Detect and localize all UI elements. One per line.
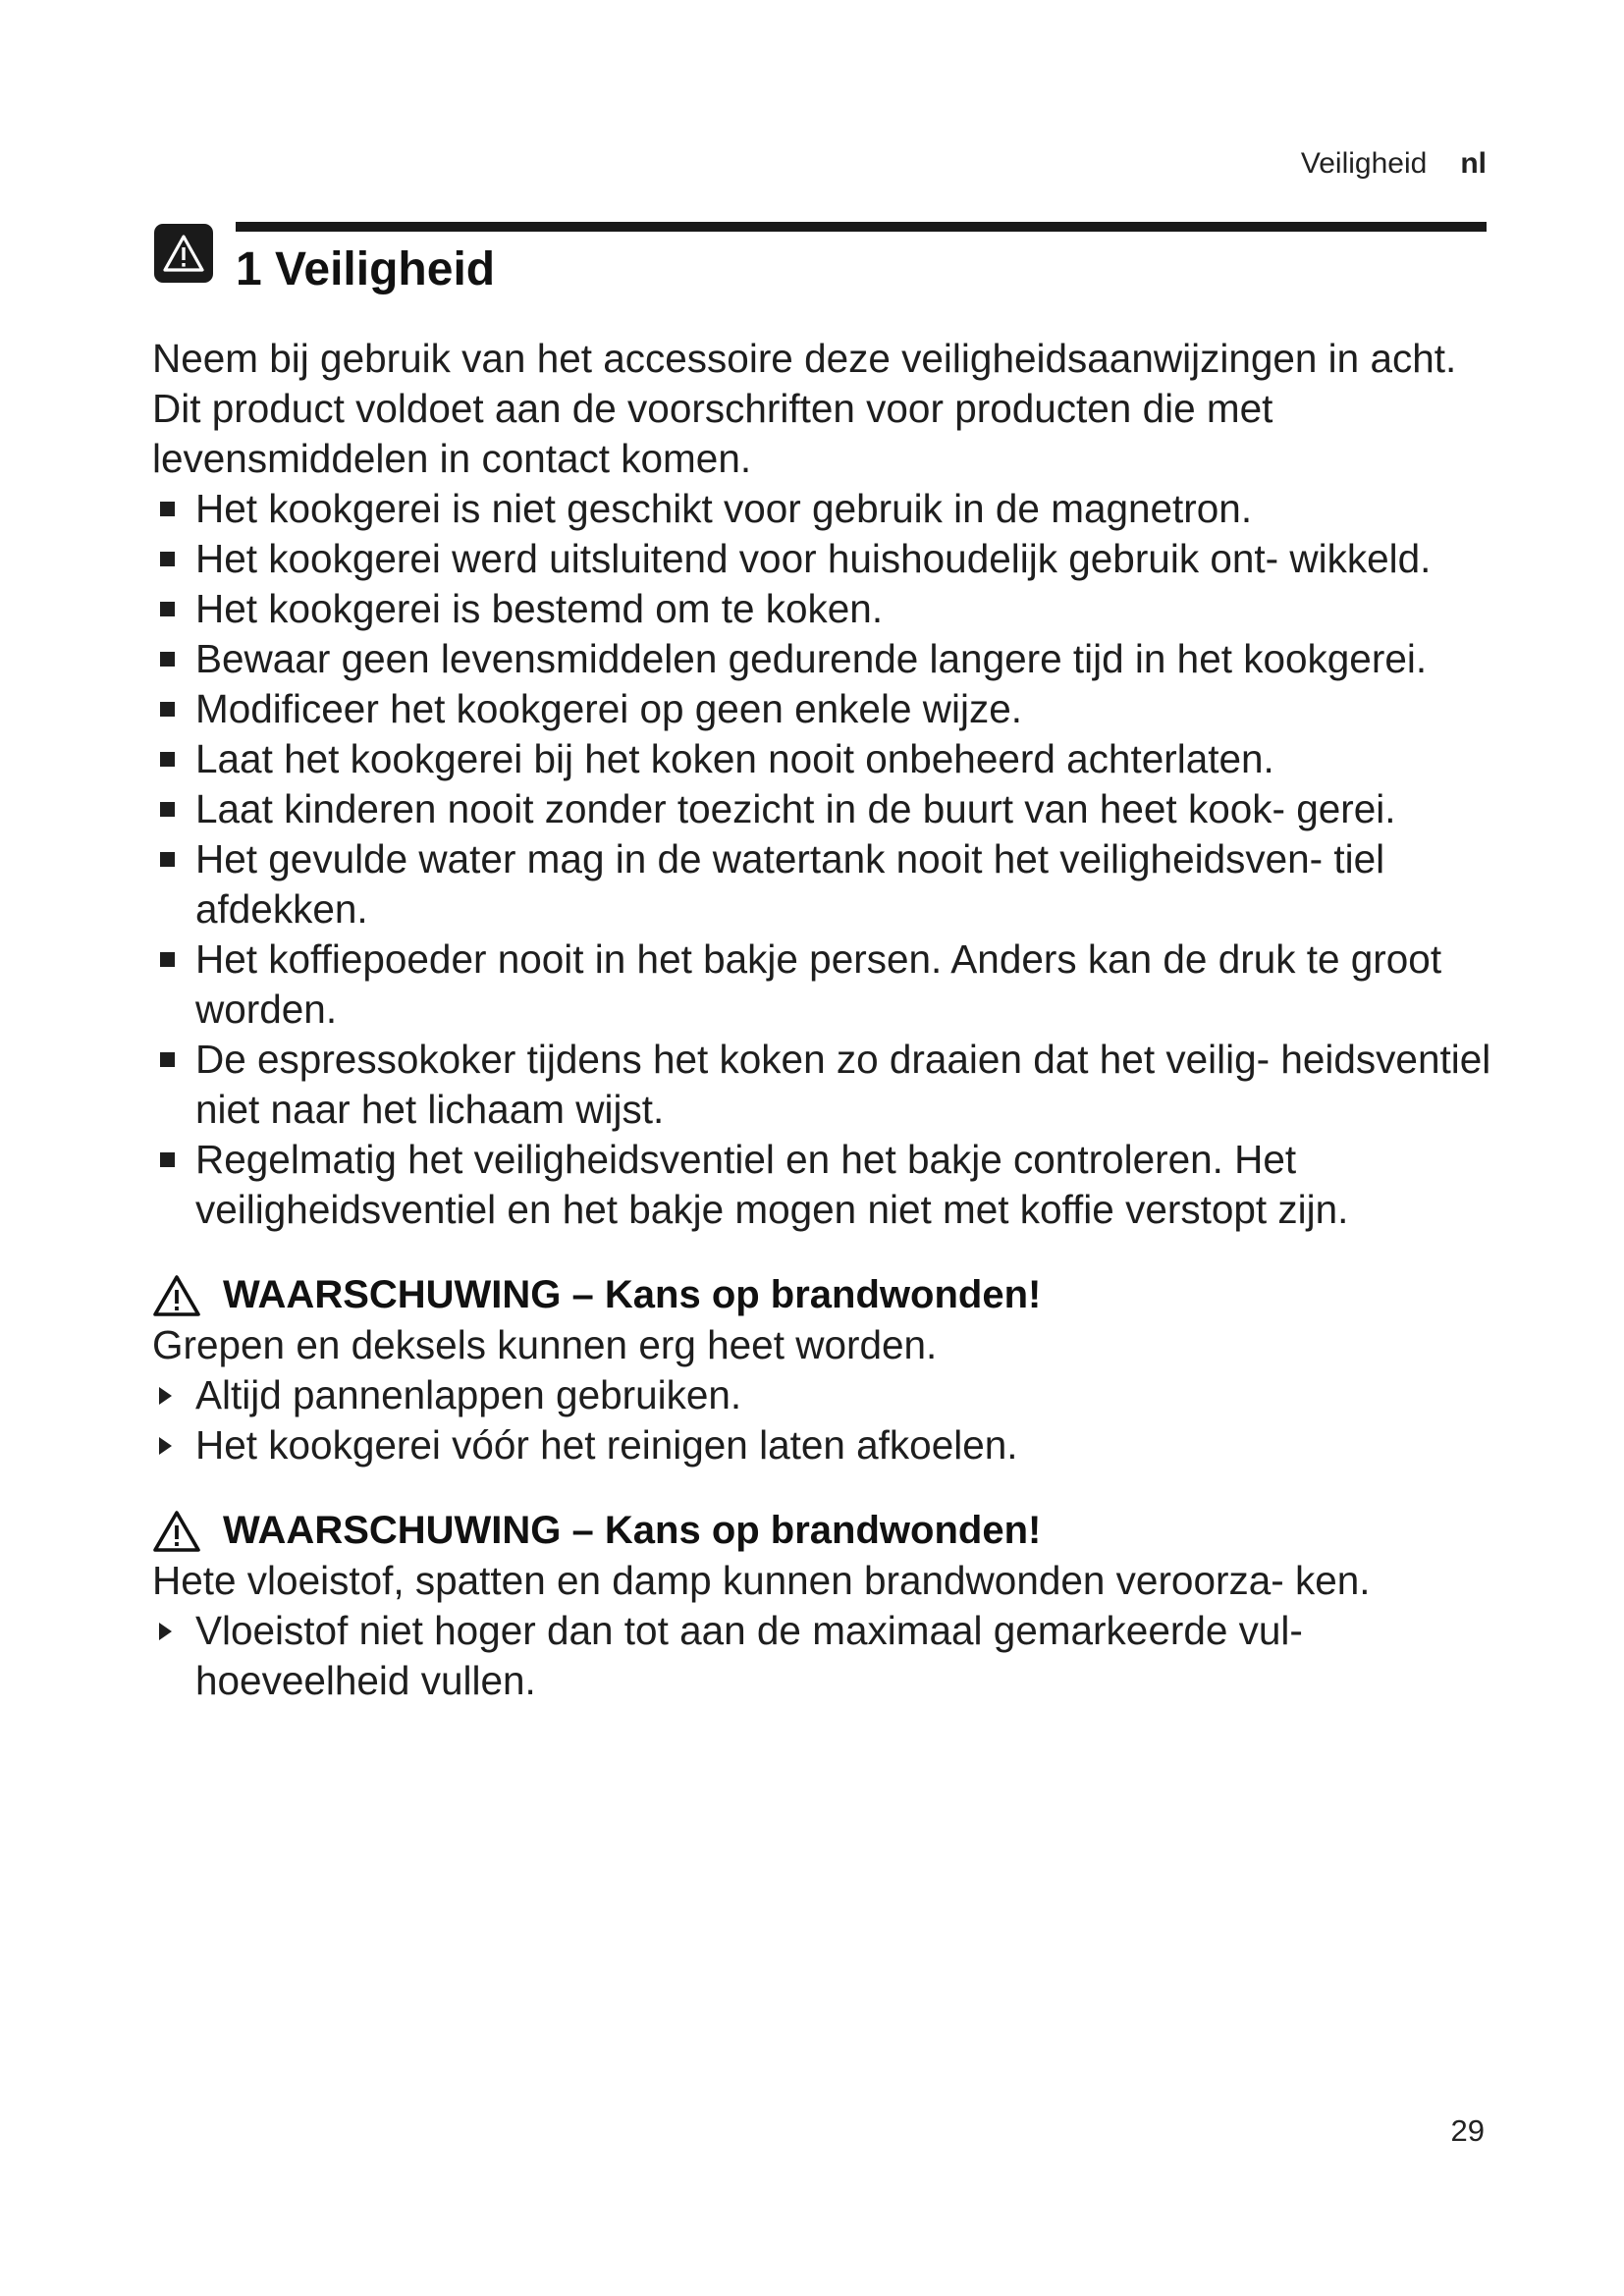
warning-title: WAARSCHUWING – Kans op brandwonden! — [223, 1509, 1042, 1552]
square-bullet-icon — [160, 1152, 175, 1167]
warning-text: Hete vloeistof, spatten en damp kunnen brandwonden veroorza- ken. — [152, 1558, 1371, 1603]
header-section: Veiligheid — [1300, 147, 1428, 180]
square-bullet-icon — [160, 552, 175, 566]
list-item-text: Het kookgerei is bestemd om te koken. — [195, 586, 884, 631]
square-bullet-icon — [160, 652, 175, 667]
list-item — [152, 1420, 1497, 1470]
running-header — [1301, 147, 1487, 181]
chapter-title: 1 Veiligheid — [236, 243, 496, 295]
list-item — [152, 1135, 1497, 1235]
step-text: Altijd pannenlappen gebruiken. — [195, 1372, 742, 1417]
list-item-text: Laat kinderen nooit zonder toezicht in de buurt van heet kook- gerei. — [195, 786, 1396, 831]
arrow-right-icon — [159, 1623, 172, 1640]
chapter-rule — [236, 222, 1487, 232]
list-item — [152, 484, 1497, 534]
list-item-text: Het kookgerei werd uitsluitend voor huishoudelijk gebruik ont- wikkeld. — [195, 536, 1432, 581]
square-bullet-icon — [160, 852, 175, 867]
square-bullet-icon — [160, 802, 175, 817]
list-item — [152, 534, 1497, 584]
list-item — [152, 1606, 1497, 1706]
list-item — [152, 934, 1497, 1035]
list-item — [152, 1035, 1497, 1135]
list-item — [152, 734, 1497, 784]
square-bullet-icon — [160, 502, 175, 516]
square-bullet-icon — [160, 702, 175, 717]
list-item — [152, 584, 1497, 634]
list-item-text: De espressokoker tijdens het koken zo draaien dat het veilig- heidsventiel niet naar het lichaam wijst. — [195, 1037, 1491, 1132]
warning-triangle-icon — [154, 224, 213, 283]
header-language: nl — [1460, 147, 1487, 180]
warning-heading — [152, 1506, 1497, 1556]
square-bullet-icon — [160, 952, 175, 967]
warning-block — [152, 1270, 1497, 1470]
safety-bullet-list — [152, 484, 1497, 1235]
warning-heading — [152, 1270, 1497, 1320]
list-item — [152, 684, 1497, 734]
list-item — [152, 834, 1497, 934]
list-item-text: Het gevulde water mag in de watertank nooit het veiligheidsven- tiel afdekken. — [195, 836, 1385, 932]
warning-block — [152, 1506, 1497, 1706]
step-text: Het kookgerei vóór het reinigen laten afkoelen. — [195, 1422, 1018, 1468]
list-item-text: Bewaar geen levensmiddelen gedurende langere tijd in het kookgerei. — [195, 636, 1428, 681]
page-body — [152, 334, 1497, 1706]
arrow-right-icon — [159, 1437, 172, 1455]
arrow-right-icon — [159, 1387, 172, 1405]
square-bullet-icon — [160, 752, 175, 767]
list-item — [152, 634, 1497, 684]
step-text: Vloeistof niet hoger dan tot aan de maximaal gemarkeerde vul- hoeveelheid vullen. — [195, 1608, 1303, 1703]
warning-triangle-icon — [152, 1274, 201, 1317]
warning-steps — [152, 1606, 1497, 1706]
list-item — [152, 784, 1497, 834]
intro-paragraph: Dit product voldoet aan de voorschriften voor producten die met levensmiddelen in contact komen. — [152, 386, 1273, 481]
warning-steps — [152, 1370, 1497, 1470]
square-bullet-icon — [160, 1052, 175, 1067]
page-number: 29 — [1450, 2113, 1485, 2148]
square-bullet-icon — [160, 602, 175, 616]
intro-paragraph: Neem bij gebruik van het accessoire deze veiligheidsaanwijzingen in acht. — [152, 336, 1457, 381]
list-item-text: Het koffiepoeder nooit in het bakje persen. Anders kan de druk te groot worden. — [195, 936, 1442, 1032]
warning-triangle-icon — [152, 1510, 201, 1553]
warning-title: WAARSCHUWING – Kans op brandwonden! — [223, 1273, 1042, 1316]
list-item-text: Laat het kookgerei bij het koken nooit onbeheerd achterlaten. — [195, 736, 1274, 781]
list-item-text: Regelmatig het veiligheidsventiel en het bakje controleren. Het veiligheidsventiel en het bakje mogen niet met koffie verstopt zijn. — [195, 1137, 1349, 1232]
warning-text: Grepen en deksels kunnen erg heet worden. — [152, 1322, 938, 1367]
list-item-text: Het kookgerei is niet geschikt voor gebruik in de magnetron. — [195, 486, 1253, 531]
list-item — [152, 1370, 1497, 1420]
list-item-text: Modificeer het kookgerei op geen enkele wijze. — [195, 686, 1022, 731]
